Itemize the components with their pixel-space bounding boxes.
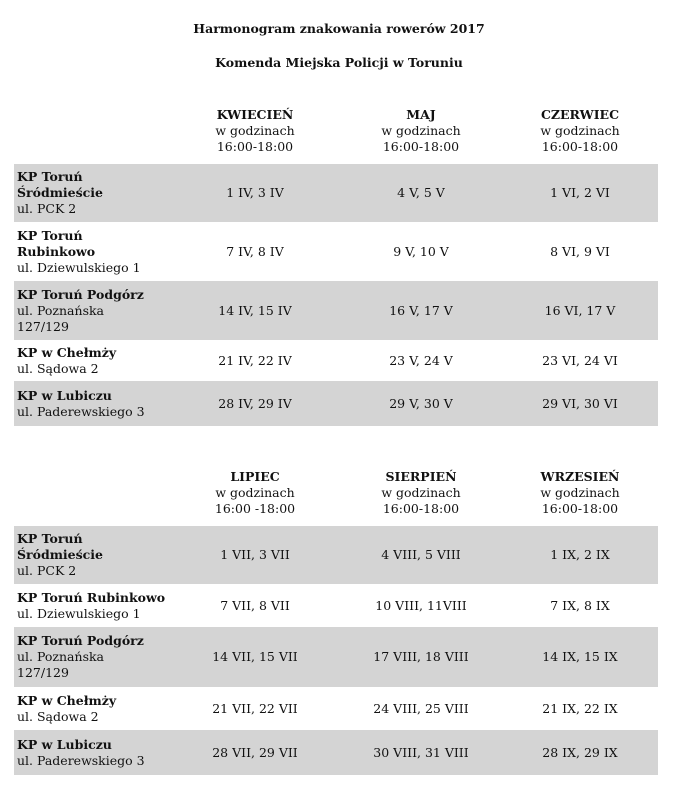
- month-name: SIERPIEŃ: [385, 469, 457, 484]
- date-cell: 29 VI, 30 VI: [502, 381, 658, 426]
- month-header: [502, 469, 658, 526]
- document-title: Harmonogram znakowania rowerów 2017: [193, 21, 485, 36]
- station-cell: [14, 381, 170, 426]
- station-cell: [14, 687, 170, 730]
- date-cell: 16 V, 17 V: [340, 281, 502, 340]
- schedule-row: [14, 340, 658, 381]
- month-header: [340, 469, 502, 526]
- station-address: ul. Dziewulskiego 1: [17, 259, 141, 275]
- month-hours: 16:00-18:00: [541, 139, 619, 154]
- schedule-table-q3: [14, 469, 658, 775]
- schedule-row: [14, 584, 658, 627]
- month-sub: w godzinach: [540, 485, 620, 500]
- station-address: ul. Paderewskiego 3: [17, 752, 145, 768]
- date-cell: 24 VIII, 25 VIII: [373, 700, 469, 716]
- date-cell: 7 VII, 8 VII: [220, 597, 290, 613]
- month-name: KWIECIEŃ: [216, 107, 294, 122]
- station-name: KP Toruń Rubinkowo: [17, 589, 166, 605]
- month-name: MAJ: [406, 107, 436, 122]
- station-address: ul. Sądowa 2: [17, 360, 99, 376]
- date-cell: 4 V, 5 V: [340, 164, 502, 222]
- station-cell: [14, 281, 170, 340]
- date-cell: 23 VI, 24 VI: [542, 352, 618, 368]
- month-header: [340, 107, 502, 164]
- station-cell: [14, 584, 170, 627]
- schedule-table-q2: [14, 107, 658, 426]
- month-hours: 16:00-18:00: [382, 501, 460, 516]
- station-address: ul. Sądowa 2: [17, 708, 99, 724]
- schedule-row: [14, 526, 658, 584]
- station-cell: [14, 526, 170, 584]
- station-name: KP w Lubiczu: [17, 387, 112, 403]
- station-cell: [14, 164, 170, 222]
- station-name: KP Toruń Śródmieście: [17, 169, 103, 200]
- date-cell: 8 VI, 9 VI: [550, 243, 610, 259]
- month-sub: w godzinach: [540, 123, 620, 138]
- date-cell: 9 V, 10 V: [393, 243, 449, 259]
- month-sub: w godzinach: [381, 123, 461, 138]
- station-address: ul. Dziewulskiego 1: [17, 605, 141, 621]
- station-name: KP w Chełmży: [17, 692, 117, 708]
- date-cell: 28 IX, 29 IX: [502, 730, 658, 775]
- station-column-header: [14, 469, 170, 526]
- date-cell: 30 VIII, 31 VIII: [340, 730, 502, 775]
- station-cell: [14, 730, 170, 775]
- date-cell: 1 IX, 2 IX: [502, 526, 658, 584]
- station-name: KP w Chełmży: [17, 344, 117, 360]
- date-cell: 1 VII, 3 VII: [170, 526, 340, 584]
- date-cell: 7 IX, 8 IX: [550, 597, 610, 613]
- month-header: [170, 469, 340, 526]
- station-name: KP Toruń Śródmieście: [17, 531, 103, 562]
- date-cell: 16 VI, 17 V: [502, 281, 658, 340]
- month-hours: 16:00-18:00: [382, 139, 460, 154]
- month-name: CZERWIEC: [540, 107, 620, 122]
- month-sub: w godzinach: [381, 485, 461, 500]
- date-cell: 21 IX, 22 IX: [542, 700, 618, 716]
- document-subtitle: Komenda Miejska Policji w Toruniu: [215, 55, 463, 70]
- month-name: WRZESIEŃ: [540, 469, 620, 484]
- month-header: [170, 107, 340, 164]
- station-address: ul. Poznańska 127/129: [17, 649, 105, 680]
- date-cell: 10 VIII, 11VIII: [375, 597, 467, 613]
- schedule-row: [14, 381, 658, 426]
- date-cell: 29 V, 30 V: [340, 381, 502, 426]
- month-sub: w godzinach: [215, 123, 295, 138]
- station-name: KP Toruń Podgórz: [17, 286, 144, 302]
- station-cell: [14, 627, 170, 687]
- month-hours: 16:00-18:00: [541, 501, 619, 516]
- date-cell: 14 IV, 15 IV: [170, 281, 340, 340]
- month-hours: 16:00-18:00: [216, 139, 294, 154]
- date-cell: 28 VII, 29 VII: [170, 730, 340, 775]
- station-cell: [14, 340, 170, 381]
- month-hours: 16:00 -18:00: [214, 501, 296, 516]
- date-cell: 28 IV, 29 IV: [170, 381, 340, 426]
- month-header: [502, 107, 658, 164]
- date-cell: 14 VII, 15 VII: [170, 627, 340, 687]
- schedule-row: [14, 281, 658, 340]
- month-name: LIPIEC: [230, 469, 280, 484]
- date-cell: 1 IV, 3 IV: [170, 164, 340, 222]
- schedule-row: [14, 222, 658, 281]
- date-cell: 17 VIII, 18 VIII: [340, 627, 502, 687]
- schedule-row: [14, 164, 658, 222]
- station-column-header: [14, 107, 170, 164]
- date-cell: 21 VII, 22 VII: [212, 700, 298, 716]
- schedule-row: [14, 627, 658, 687]
- station-name: KP Toruń Podgórz: [17, 633, 144, 648]
- station-address: ul. Paderewskiego 3: [17, 403, 145, 419]
- date-cell: 1 VI, 2 VI: [502, 164, 658, 222]
- station-cell: [14, 222, 170, 281]
- date-cell: 7 IV, 8 IV: [226, 243, 284, 259]
- station-address: ul. PCK 2: [17, 563, 77, 578]
- month-sub: w godzinach: [215, 485, 295, 500]
- station-name: KP Toruń Rubinkowo: [17, 227, 96, 259]
- date-cell: 14 IX, 15 IX: [502, 627, 658, 687]
- station-address: ul. PCK 2: [17, 201, 77, 216]
- date-cell: 21 IV, 22 IV: [218, 352, 292, 368]
- date-cell: 4 VIII, 5 VIII: [340, 526, 502, 584]
- schedule-row: [14, 687, 658, 730]
- station-address: ul. Poznańska 127/129: [17, 302, 105, 334]
- schedule-row: [14, 730, 658, 775]
- station-name: KP w Lubiczu: [17, 736, 112, 752]
- date-cell: 23 V, 24 V: [389, 352, 453, 368]
